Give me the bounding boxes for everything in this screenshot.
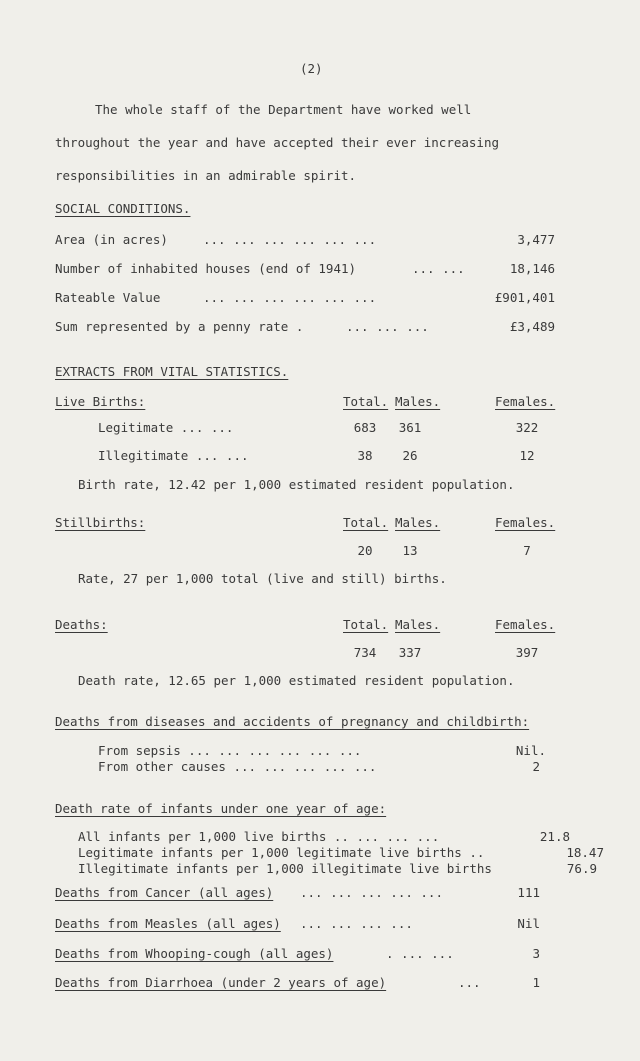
leader-dots: ... ... ... ... ... ... (203, 232, 377, 247)
females-cell: 322 (515, 420, 539, 435)
col-females-header: Females. (495, 617, 556, 632)
social-row-value: £3,489 (509, 319, 555, 334)
infants-heading: Death rate of infants under one year of age: (55, 801, 387, 816)
social-row-label: Rateable Value (55, 290, 161, 305)
social-row-label: Number of inhabited houses (end of 1941) (55, 261, 357, 276)
leader-dots: ... ... ... ... ... (300, 885, 443, 900)
infant-row-label: Legitimate infants per 1,000 legitimate live births .. (78, 845, 485, 860)
infant-row-value: 21.8 (539, 829, 570, 844)
cause-label: Deaths from Cancer (all ages) (55, 885, 274, 900)
total-cell: 38 (357, 448, 373, 463)
leader-dots: . ... ... (386, 946, 454, 961)
males-cell: 26 (402, 448, 418, 463)
leader-dots: ... ... ... ... (300, 916, 413, 931)
death-rate-text: Death rate, 12.65 per 1,000 estimated resident population. (78, 673, 515, 688)
stillbirth-rate-text: Rate, 27 per 1,000 total (live and still) births. (78, 571, 447, 586)
col-total-header: Total. (343, 394, 389, 409)
col-males-header: Males. (395, 515, 441, 530)
row-label: Legitimate ... ... (98, 420, 234, 435)
social-heading: SOCIAL CONDITIONS. (55, 201, 191, 216)
total-cell: 734 (353, 645, 377, 660)
vital-heading: EXTRACTS FROM VITAL STATISTICS. (55, 364, 289, 379)
cause-label: Deaths from Whooping-cough (all ages) (55, 946, 334, 961)
social-row-label: Area (in acres) (55, 232, 168, 247)
leader-dots: ... ... ... ... ... ... (203, 290, 377, 305)
leader-dots: ... (458, 975, 481, 990)
males-cell: 13 (402, 543, 418, 558)
cause-value: 111 (517, 885, 540, 900)
pregnancy-heading: Deaths from diseases and accidents of pregnancy and childbirth: (55, 714, 530, 729)
cause-value: 3 (532, 946, 540, 961)
row-label: Illegitimate ... ... (98, 448, 249, 463)
intro-line-2: throughout the year and have accepted their ever increasing (55, 135, 500, 150)
cause-label: Deaths from Measles (all ages) (55, 916, 281, 931)
col-total-header: Total. (343, 515, 389, 530)
social-row-value: £901,401 (494, 290, 555, 305)
females-cell: 12 (519, 448, 535, 463)
leader-dots: ... ... (412, 261, 465, 276)
infant-row-label: All infants per 1,000 live births .. ... ... ... (78, 829, 440, 844)
birth-rate-text: Birth rate, 12.42 per 1,000 estimated resident population. (78, 477, 515, 492)
females-cell: 7 (523, 543, 531, 558)
stillbirths-label: Stillbirths: (55, 515, 146, 530)
social-row-value: 3,477 (517, 232, 555, 247)
col-males-header: Males. (395, 617, 441, 632)
live-births-label: Live Births: (55, 394, 146, 409)
total-cell: 683 (353, 420, 377, 435)
social-row-value: 18,146 (509, 261, 555, 276)
total-cell: 20 (357, 543, 373, 558)
leader-dots: ... ... ... (346, 319, 429, 334)
females-cell: 397 (515, 645, 539, 660)
infant-row-label: Illegitimate infants per 1,000 illegitimate live births (78, 861, 492, 876)
intro-line-3: responsibilities in an admirable spirit. (55, 168, 357, 183)
social-row-label: Sum represented by a penny rate . (55, 319, 304, 334)
cause-label: Deaths from Diarrhoea (under 2 years of age) (55, 975, 387, 990)
infant-row-value: 18.47 (566, 845, 604, 860)
pregnancy-row-label: From other causes ... ... ... ... ... (98, 759, 377, 774)
cause-value: 1 (532, 975, 540, 990)
deaths-label: Deaths: (55, 617, 108, 632)
pregnancy-row-value: 2 (532, 759, 540, 774)
infant-row-value: 76.9 (566, 861, 597, 876)
cause-value: Nil (517, 916, 540, 931)
col-total-header: Total. (343, 617, 389, 632)
col-males-header: Males. (395, 394, 441, 409)
page-number: (2) (300, 61, 323, 76)
males-cell: 361 (398, 420, 422, 435)
pregnancy-row-label: From sepsis ... ... ... ... ... ... (98, 743, 362, 758)
pregnancy-row-value: Nil. (515, 743, 546, 758)
col-females-header: Females. (495, 515, 556, 530)
col-females-header: Females. (495, 394, 556, 409)
intro-line-1: The whole staff of the Department have worked well (95, 102, 472, 117)
males-cell: 337 (398, 645, 422, 660)
